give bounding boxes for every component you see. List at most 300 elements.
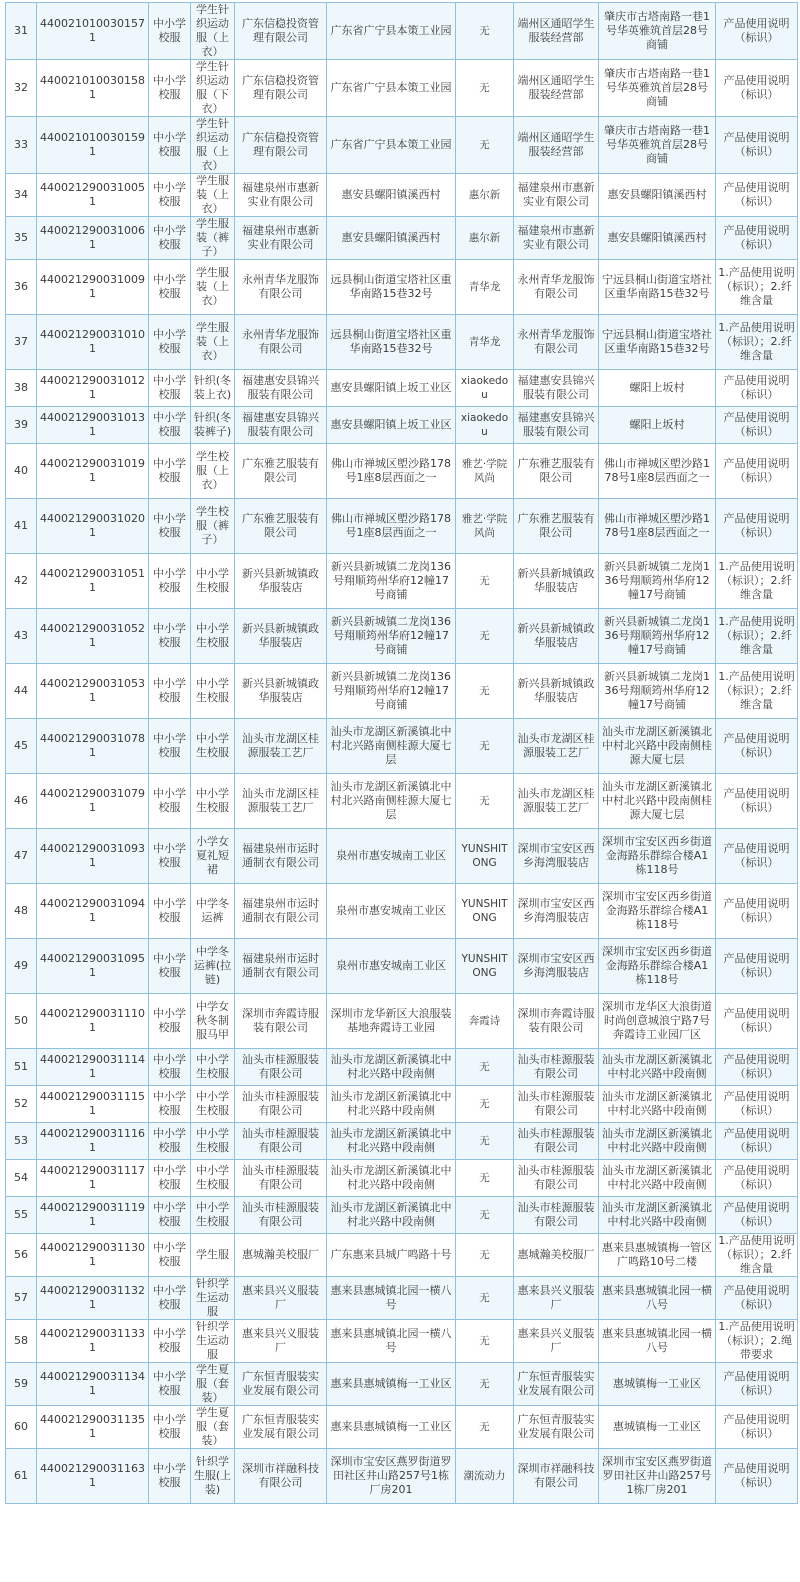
seller-address-cell: 佛山市禅城区塱沙路178号1座8层西面之一 <box>599 444 716 499</box>
sample-code-cell: 4400212900310941 <box>37 884 149 939</box>
seq-no-cell: 50 <box>6 994 37 1049</box>
trademark-cell: 无 <box>456 1160 514 1197</box>
sample-code-cell: 440021010030157 1 <box>37 3 149 60</box>
seq-no-cell: 38 <box>6 370 37 407</box>
product-category-cell: 中小学校服 <box>149 3 191 60</box>
table-row <box>6 1086 798 1123</box>
trademark-cell: 无 <box>456 554 514 609</box>
failed-item-cell: 产品使用说明（标识） <box>716 884 798 939</box>
product-name-cell: 学生针织运动服（上衣） <box>191 3 235 60</box>
failed-item-cell: 产品使用说明（标识） <box>716 3 798 60</box>
seller-cell: 汕头市桂源服装有限公司 <box>514 1123 599 1160</box>
seq-no-cell: 48 <box>6 884 37 939</box>
failed-item-cell: 产品使用说明（标识） <box>716 774 798 829</box>
sample-code-cell: 4400212900311151 <box>37 1086 149 1123</box>
manufacturer-cell: 福建泉州市运时通制衣有限公司 <box>235 884 327 939</box>
trademark-cell: YUNSHITONG <box>456 884 514 939</box>
product-name-cell: 学生服装（上衣） <box>191 174 235 217</box>
failed-item-cell: 1.产品使用说明（标识）；2.纤维含量 <box>716 260 798 315</box>
manufacturer-address-cell: 广东惠来县城广鸣路十号 <box>327 1234 456 1277</box>
seller-address-cell: 汕头市龙湖区新溪镇北中村北兴路中段南侧桂源大厦七层 <box>599 719 716 774</box>
manufacturer-cell: 汕头市龙湖区桂源服装工艺厂 <box>235 719 327 774</box>
product-name-cell: 小学女夏礼短裙 <box>191 829 235 884</box>
seller-cell: 福建泉州市惠新实业有限公司 <box>514 217 599 260</box>
seller-cell: 福建泉州市惠新实业有限公司 <box>514 174 599 217</box>
manufacturer-cell: 深圳市祥融科技有限公司 <box>235 1449 327 1504</box>
manufacturer-cell: 广东信稳投资管理有限公司 <box>235 117 327 174</box>
table-row <box>6 1123 798 1160</box>
table-row <box>6 407 798 444</box>
product-category-cell: 中小学校服 <box>149 939 191 994</box>
seller-address-cell: 深圳市宝安区燕罗街道罗田社区井山路257号1栋厂房201 <box>599 1449 716 1504</box>
seller-address-cell: 宁远县桐山街道宝塔社区重华南路15巷32号 <box>599 260 716 315</box>
product-name-cell: 针织学生服(上装) <box>191 1449 235 1504</box>
table-row <box>6 260 798 315</box>
manufacturer-cell: 惠城瀚美校服厂 <box>235 1234 327 1277</box>
seq-no-cell: 56 <box>6 1234 37 1277</box>
seller-address-cell: 汕头市龙湖区新溪镇北中村北兴路中段南侧 <box>599 1049 716 1086</box>
sample-code-cell: 4400212900311161 <box>37 1123 149 1160</box>
trademark-cell: YUNSHITONG <box>456 939 514 994</box>
product-name-cell: 中小学生校服 <box>191 774 235 829</box>
manufacturer-address-cell: 远县桐山街道宝塔社区重华南路15巷32号 <box>327 315 456 370</box>
product-name-cell: 学生夏服（套装） <box>191 1363 235 1406</box>
sample-code-cell: 4400212900311101 <box>37 994 149 1049</box>
product-name-cell: 学生服装（上衣） <box>191 315 235 370</box>
product-category-cell: 中小学校服 <box>149 1277 191 1320</box>
seller-cell: 汕头市桂源服装有限公司 <box>514 1160 599 1197</box>
seller-address-cell: 佛山市禅城区塱沙路178号1座8层西面之一 <box>599 499 716 554</box>
product-category-cell: 中小学校服 <box>149 260 191 315</box>
product-category-cell: 中小学校服 <box>149 315 191 370</box>
trademark-cell: 无 <box>456 774 514 829</box>
seller-cell: 汕头市桂源服装有限公司 <box>514 1197 599 1234</box>
manufacturer-cell: 福建泉州市运时通制衣有限公司 <box>235 829 327 884</box>
manufacturer-cell: 广东信稳投资管理有限公司 <box>235 3 327 60</box>
trademark-cell: 无 <box>456 609 514 664</box>
inspection-table <box>5 2 798 1504</box>
seller-cell: 深圳市奔霞诗服装有限公司 <box>514 994 599 1049</box>
manufacturer-address-cell: 惠安县螺阳镇溪西村 <box>327 217 456 260</box>
failed-item-cell: 1.产品使用说明（标识）；2.纤维含量 <box>716 1234 798 1277</box>
manufacturer-address-cell: 深圳市宝安区燕罗街道罗田社区井山路257号1栋厂房201 <box>327 1449 456 1504</box>
trademark-cell: xiaokedou <box>456 407 514 444</box>
seq-no-cell: 52 <box>6 1086 37 1123</box>
manufacturer-address-cell: 汕头市龙湖区新溪镇北中村北兴路南侧桂源大厦七层 <box>327 774 456 829</box>
sample-code-cell: 4400212900311331 <box>37 1320 149 1363</box>
sample-code-cell: 4400212900310531 <box>37 664 149 719</box>
seller-address-cell: 惠城镇梅一工业区 <box>599 1406 716 1449</box>
table-row <box>6 1049 798 1086</box>
seq-no-cell: 53 <box>6 1123 37 1160</box>
seq-no-cell: 32 <box>6 60 37 117</box>
sample-code-cell: 4400212900310951 <box>37 939 149 994</box>
trademark-cell: 青华龙 <box>456 315 514 370</box>
seller-address-cell: 汕头市龙湖区新溪镇北中村北兴路中段南侧桂源大厦七层 <box>599 774 716 829</box>
product-category-cell: 中小学校服 <box>149 1197 191 1234</box>
manufacturer-cell: 汕头市桂源服装有限公司 <box>235 1123 327 1160</box>
seller-cell: 深圳市宝安区西乡海湾服装店 <box>514 939 599 994</box>
seq-no-cell: 49 <box>6 939 37 994</box>
product-category-cell: 中小学校服 <box>149 1086 191 1123</box>
seller-cell: 深圳市宝安区西乡海湾服装店 <box>514 884 599 939</box>
manufacturer-cell: 新兴县新城镇政华服装店 <box>235 609 327 664</box>
failed-item-cell: 1.产品使用说明（标识）；2.绳带要求 <box>716 1320 798 1363</box>
seq-no-cell: 41 <box>6 499 37 554</box>
seller-address-cell: 惠来县惠城镇北园一横八号 <box>599 1320 716 1363</box>
product-category-cell: 中小学校服 <box>149 884 191 939</box>
failed-item-cell: 1.产品使用说明（标识）；2.纤维含量 <box>716 609 798 664</box>
manufacturer-cell: 永州青华龙服饰有限公司 <box>235 315 327 370</box>
seller-cell: 惠城瀚美校服厂 <box>514 1234 599 1277</box>
manufacturer-cell: 惠来县兴义服装厂 <box>235 1277 327 1320</box>
product-name-cell: 学生服 <box>191 1234 235 1277</box>
trademark-cell: 雅艺·学院风尚 <box>456 499 514 554</box>
failed-item-cell: 产品使用说明（标识） <box>716 370 798 407</box>
failed-item-cell: 产品使用说明（标识） <box>716 217 798 260</box>
product-category-cell: 中小学校服 <box>149 994 191 1049</box>
seller-address-cell: 肇庆市古塔南路一巷1号华英雅筑首层28号商铺 <box>599 117 716 174</box>
failed-item-cell: 产品使用说明（标识） <box>716 1123 798 1160</box>
manufacturer-cell: 广东雅艺服装有限公司 <box>235 499 327 554</box>
seller-cell: 广东雅艺服装有限公司 <box>514 444 599 499</box>
seller-address-cell: 惠安县螺阳镇溪西村 <box>599 174 716 217</box>
trademark-cell: 奔霞诗 <box>456 994 514 1049</box>
seller-address-cell: 深圳市宝安区西乡街道金海路乐群综合楼A1栋118号 <box>599 884 716 939</box>
trademark-cell: 无 <box>456 1277 514 1320</box>
table-row <box>6 60 798 117</box>
product-name-cell: 中小学生校服 <box>191 1123 235 1160</box>
seller-cell: 广东雅艺服装有限公司 <box>514 499 599 554</box>
manufacturer-address-cell: 泉州市惠安城南工业区 <box>327 939 456 994</box>
seq-no-cell: 47 <box>6 829 37 884</box>
failed-item-cell: 产品使用说明（标识） <box>716 1406 798 1449</box>
seller-address-cell: 汕头市龙湖区新溪镇北中村北兴路中段南侧 <box>599 1123 716 1160</box>
table-row <box>6 217 798 260</box>
seq-no-cell: 37 <box>6 315 37 370</box>
trademark-cell: 无 <box>456 1363 514 1406</box>
failed-item-cell: 产品使用说明（标识） <box>716 174 798 217</box>
seller-address-cell: 深圳市宝安区西乡街道金海路乐群综合楼A1栋118号 <box>599 829 716 884</box>
table-row <box>6 444 798 499</box>
seller-address-cell: 惠城镇梅一工业区 <box>599 1363 716 1406</box>
manufacturer-cell: 永州青华龙服饰有限公司 <box>235 260 327 315</box>
seq-no-cell: 44 <box>6 664 37 719</box>
manufacturer-cell: 福建泉州市惠新实业有限公司 <box>235 174 327 217</box>
trademark-cell: 无 <box>456 1234 514 1277</box>
sample-code-cell: 4400212900310091 <box>37 260 149 315</box>
product-category-cell: 中小学校服 <box>149 370 191 407</box>
seller-cell: 新兴县新城镇政华服装店 <box>514 609 599 664</box>
manufacturer-address-cell: 新兴县新城镇二龙岗136号翔顺筠州华府12幢17号商铺 <box>327 554 456 609</box>
product-category-cell: 中小学校服 <box>149 1320 191 1363</box>
sample-code-cell: 4400212900310931 <box>37 829 149 884</box>
failed-item-cell: 产品使用说明（标识） <box>716 939 798 994</box>
table-row <box>6 117 798 174</box>
seq-no-cell: 40 <box>6 444 37 499</box>
seller-address-cell: 螺阳上坂村 <box>599 370 716 407</box>
manufacturer-address-cell: 佛山市禅城区塱沙路178号1座8层西面之一 <box>327 499 456 554</box>
failed-item-cell: 1.产品使用说明（标识）；2.纤维含量 <box>716 315 798 370</box>
seller-address-cell: 宁远县桐山街道宝塔社区重华南路15巷32号 <box>599 315 716 370</box>
manufacturer-address-cell: 深圳市龙华新区大浪服装基地奔霞诗工业园 <box>327 994 456 1049</box>
seller-address-cell: 汕头市龙湖区新溪镇北中村北兴路中段南侧 <box>599 1160 716 1197</box>
seller-address-cell: 肇庆市古塔南路一巷1号华英雅筑首层28号商铺 <box>599 60 716 117</box>
sample-code-cell: 4400212900311141 <box>37 1049 149 1086</box>
manufacturer-address-cell: 泉州市惠安城南工业区 <box>327 829 456 884</box>
product-name-cell: 学生校服（裤子） <box>191 499 235 554</box>
manufacturer-address-cell: 惠安县螺阳镇上坂工业区 <box>327 370 456 407</box>
failed-item-cell: 产品使用说明（标识） <box>716 1449 798 1504</box>
seq-no-cell: 42 <box>6 554 37 609</box>
seller-cell: 深圳市宝安区西乡海湾服装店 <box>514 829 599 884</box>
trademark-cell: 青华龙 <box>456 260 514 315</box>
sample-code-cell: 4400212900311191 <box>37 1197 149 1234</box>
sample-code-cell: 4400212900310791 <box>37 774 149 829</box>
manufacturer-address-cell: 广东省广宁县本策工业园 <box>327 3 456 60</box>
seller-cell: 惠来县兴义服装厂 <box>514 1320 599 1363</box>
manufacturer-address-cell: 泉州市惠安城南工业区 <box>327 884 456 939</box>
manufacturer-cell: 汕头市桂源服装有限公司 <box>235 1197 327 1234</box>
table-row <box>6 774 798 829</box>
trademark-cell: 无 <box>456 664 514 719</box>
seller-cell: 广东恒青服装实业发展有限公司 <box>514 1363 599 1406</box>
manufacturer-address-cell: 汕头市龙湖区新溪镇北中村北兴路中段南侧 <box>327 1123 456 1160</box>
seq-no-cell: 36 <box>6 260 37 315</box>
sample-code-cell: 4400212900310131 <box>37 407 149 444</box>
manufacturer-address-cell: 汕头市龙湖区新溪镇北中村北兴路中段南侧 <box>327 1049 456 1086</box>
failed-item-cell: 产品使用说明（标识） <box>716 60 798 117</box>
product-category-cell: 中小学校服 <box>149 554 191 609</box>
manufacturer-address-cell: 广东省广宁县本策工业园 <box>327 117 456 174</box>
seller-cell: 汕头市桂源服装有限公司 <box>514 1049 599 1086</box>
product-name-cell: 学生校服（上衣） <box>191 444 235 499</box>
failed-item-cell: 产品使用说明（标识） <box>716 1086 798 1123</box>
table-row <box>6 939 798 994</box>
failed-item-cell: 产品使用说明（标识） <box>716 994 798 1049</box>
seller-address-cell: 新兴县新城镇二龙岗136号翔顺筠州华府12幢17号商铺 <box>599 609 716 664</box>
failed-item-cell: 1.产品使用说明（标识）；2.纤维含量 <box>716 664 798 719</box>
manufacturer-cell: 广东信稳投资管理有限公司 <box>235 60 327 117</box>
manufacturer-address-cell: 汕头市龙湖区新溪镇北中村北兴路中段南侧 <box>327 1160 456 1197</box>
product-name-cell: 中学冬运裤 <box>191 884 235 939</box>
manufacturer-cell: 汕头市桂源服装有限公司 <box>235 1086 327 1123</box>
trademark-cell: 无 <box>456 1406 514 1449</box>
seq-no-cell: 46 <box>6 774 37 829</box>
manufacturer-cell: 深圳市奔霞诗服装有限公司 <box>235 994 327 1049</box>
seq-no-cell: 33 <box>6 117 37 174</box>
seq-no-cell: 60 <box>6 1406 37 1449</box>
seller-address-cell: 惠来县惠城镇梅一管区广鸣路10号二楼 <box>599 1234 716 1277</box>
manufacturer-address-cell: 新兴县新城镇二龙岗136号翔顺筠州华府12幢17号商铺 <box>327 664 456 719</box>
table-row <box>6 994 798 1049</box>
sample-code-cell: 4400212900311301 <box>37 1234 149 1277</box>
trademark-cell: 无 <box>456 1197 514 1234</box>
seller-address-cell: 惠来县惠城镇北园一横八号 <box>599 1277 716 1320</box>
product-name-cell: 中小学生校服 <box>191 664 235 719</box>
trademark-cell: 雅艺·学院风尚 <box>456 444 514 499</box>
table-row <box>6 1277 798 1320</box>
manufacturer-cell: 汕头市桂源服装有限公司 <box>235 1049 327 1086</box>
product-category-cell: 中小学校服 <box>149 407 191 444</box>
seller-cell: 福建惠安县锦兴服装有限公司 <box>514 407 599 444</box>
seller-address-cell: 汕头市龙湖区新溪镇北中村北兴路中段南侧 <box>599 1086 716 1123</box>
sample-code-cell: 4400212900311341 <box>37 1363 149 1406</box>
product-name-cell: 中小学生校服 <box>191 1049 235 1086</box>
seller-cell: 新兴县新城镇政华服装店 <box>514 554 599 609</box>
seq-no-cell: 51 <box>6 1049 37 1086</box>
table-row <box>6 1234 798 1277</box>
product-category-cell: 中小学校服 <box>149 117 191 174</box>
table-row <box>6 1406 798 1449</box>
product-category-cell: 中小学校服 <box>149 1363 191 1406</box>
manufacturer-address-cell: 新兴县新城镇二龙岗136号翔顺筠州华府12幢17号商铺 <box>327 609 456 664</box>
trademark-cell: 无 <box>456 719 514 774</box>
manufacturer-cell: 新兴县新城镇政华服装店 <box>235 664 327 719</box>
product-name-cell: 针织学生运动服 <box>191 1320 235 1363</box>
product-name-cell: 学生针织运动服（上衣） <box>191 117 235 174</box>
sample-code-cell: 4400212900310521 <box>37 609 149 664</box>
product-name-cell: 中小学生校服 <box>191 609 235 664</box>
sample-code-cell: 4400212900310061 <box>37 217 149 260</box>
trademark-cell: 惠尔新 <box>456 174 514 217</box>
sample-code-cell: 4400212900310191 <box>37 444 149 499</box>
failed-item-cell: 产品使用说明（标识） <box>716 1363 798 1406</box>
seller-cell: 深圳市祥融科技有限公司 <box>514 1449 599 1504</box>
seller-cell: 新兴县新城镇政华服装店 <box>514 664 599 719</box>
manufacturer-cell: 汕头市龙湖区桂源服装工艺厂 <box>235 774 327 829</box>
sample-code-cell: 4400212900311171 <box>37 1160 149 1197</box>
seller-cell: 汕头市龙湖区桂源服装工艺厂 <box>514 774 599 829</box>
trademark-cell: 无 <box>456 1049 514 1086</box>
sample-code-cell: 4400212900310511 <box>37 554 149 609</box>
seller-cell: 福建惠安县锦兴服装有限公司 <box>514 370 599 407</box>
seller-cell: 汕头市龙湖区桂源服装工艺厂 <box>514 719 599 774</box>
manufacturer-address-cell: 惠来县惠城镇梅一工业区 <box>327 1406 456 1449</box>
product-name-cell: 中学女秋冬制服马甲 <box>191 994 235 1049</box>
product-category-cell: 中小学校服 <box>149 1449 191 1504</box>
failed-item-cell: 产品使用说明（标识） <box>716 117 798 174</box>
trademark-cell: 惠尔新 <box>456 217 514 260</box>
product-category-cell: 中小学校服 <box>149 1234 191 1277</box>
manufacturer-address-cell: 惠来县惠城镇北园一横八号 <box>327 1320 456 1363</box>
manufacturer-cell: 福建泉州市惠新实业有限公司 <box>235 217 327 260</box>
seller-address-cell: 惠安县螺阳镇溪西村 <box>599 217 716 260</box>
sample-code-cell: 4400212900311321 <box>37 1277 149 1320</box>
product-category-cell: 中小学校服 <box>149 774 191 829</box>
manufacturer-cell: 福建惠安县锦兴服装有限公司 <box>235 407 327 444</box>
table-row <box>6 554 798 609</box>
seq-no-cell: 54 <box>6 1160 37 1197</box>
manufacturer-cell: 广东恒青服装实业发展有限公司 <box>235 1363 327 1406</box>
trademark-cell: YUNSHITONG <box>456 829 514 884</box>
product-category-cell: 中小学校服 <box>149 444 191 499</box>
seller-address-cell: 深圳市龙华区大浪街道时尚创意城浪宁路7号奔霞诗工业园厂区 <box>599 994 716 1049</box>
product-category-cell: 中小学校服 <box>149 1123 191 1160</box>
product-name-cell: 针织(冬装上衣) <box>191 370 235 407</box>
table-row <box>6 1320 798 1363</box>
manufacturer-address-cell: 广东省广宁县本策工业园 <box>327 60 456 117</box>
product-category-cell: 中小学校服 <box>149 719 191 774</box>
manufacturer-address-cell: 惠来县惠城镇北园一横八号 <box>327 1277 456 1320</box>
failed-item-cell: 产品使用说明（标识） <box>716 1277 798 1320</box>
manufacturer-address-cell: 惠来县惠城镇梅一工业区 <box>327 1363 456 1406</box>
table-row <box>6 1363 798 1406</box>
table-row <box>6 1197 798 1234</box>
manufacturer-address-cell: 汕头市龙湖区新溪镇北中村北兴路中段南侧 <box>327 1197 456 1234</box>
failed-item-cell: 产品使用说明（标识） <box>716 1160 798 1197</box>
failed-item-cell: 产品使用说明（标识） <box>716 719 798 774</box>
seller-cell: 广东恒青服装实业发展有限公司 <box>514 1406 599 1449</box>
manufacturer-address-cell: 佛山市禅城区塱沙路178号1座8层西面之一 <box>327 444 456 499</box>
seller-cell: 汕头市桂源服装有限公司 <box>514 1086 599 1123</box>
seq-no-cell: 58 <box>6 1320 37 1363</box>
seq-no-cell: 35 <box>6 217 37 260</box>
seller-cell: 端州区通昭学生服装经营部 <box>514 3 599 60</box>
sample-code-cell: 4400210100301581 <box>37 60 149 117</box>
product-category-cell: 中小学校服 <box>149 499 191 554</box>
seq-no-cell: 43 <box>6 609 37 664</box>
table-row <box>6 315 798 370</box>
product-name-cell: 学生服装（上衣） <box>191 260 235 315</box>
product-name-cell: 中小学生校服 <box>191 1086 235 1123</box>
trademark-cell: 无 <box>456 1320 514 1363</box>
seller-address-cell: 新兴县新城镇二龙岗136号翔顺筠州华府12幢17号商铺 <box>599 664 716 719</box>
product-category-cell: 中小学校服 <box>149 1049 191 1086</box>
product-category-cell: 中小学校服 <box>149 217 191 260</box>
sample-code-cell: 4400212900310101 <box>37 315 149 370</box>
trademark-cell: xiaokedou <box>456 370 514 407</box>
sample-code-cell: 4400212900311631 <box>37 1449 149 1504</box>
seller-cell: 端州区通昭学生服装经营部 <box>514 60 599 117</box>
manufacturer-address-cell: 汕头市龙湖区新溪镇北中村北兴路南侧桂源大厦七层 <box>327 719 456 774</box>
seller-address-cell: 汕头市龙湖区新溪镇北中村北兴路中段南侧 <box>599 1197 716 1234</box>
product-category-cell: 中小学校服 <box>149 60 191 117</box>
product-category-cell: 中小学校服 <box>149 1160 191 1197</box>
trademark-cell: 无 <box>456 3 514 60</box>
sample-code-cell: 4400212900310051 <box>37 174 149 217</box>
product-name-cell: 针织(冬装裤子) <box>191 407 235 444</box>
seq-no-cell: 45 <box>6 719 37 774</box>
table-row <box>6 1160 798 1197</box>
table-row <box>6 1449 798 1504</box>
product-category-cell: 中小学校服 <box>149 829 191 884</box>
seq-no-cell: 39 <box>6 407 37 444</box>
product-category-cell: 中小学校服 <box>149 174 191 217</box>
seller-address-cell: 新兴县新城镇二龙岗136号翔顺筠州华府12幢17号商铺 <box>599 554 716 609</box>
failed-item-cell: 产品使用说明（标识） <box>716 499 798 554</box>
product-name-cell: 中小学生校服 <box>191 719 235 774</box>
seller-address-cell: 深圳市宝安区西乡街道金海路乐群综合楼A1栋118号 <box>599 939 716 994</box>
sample-code-cell: 4400212900311351 <box>37 1406 149 1449</box>
trademark-cell: 无 <box>456 117 514 174</box>
seq-no-cell: 61 <box>6 1449 37 1504</box>
failed-item-cell: 产品使用说明（标识） <box>716 829 798 884</box>
seq-no-cell: 59 <box>6 1363 37 1406</box>
manufacturer-cell: 福建泉州市运时通制衣有限公司 <box>235 939 327 994</box>
sample-code-cell: 4400210100301591 <box>37 117 149 174</box>
manufacturer-cell: 惠来县兴义服装厂 <box>235 1320 327 1363</box>
product-name-cell: 中小学生校服 <box>191 554 235 609</box>
product-name-cell: 中小学生校服 <box>191 1197 235 1234</box>
table-row <box>6 3 798 60</box>
seller-address-cell: 螺阳上坂村 <box>599 407 716 444</box>
trademark-cell: 无 <box>456 1086 514 1123</box>
manufacturer-cell: 汕头市桂源服装有限公司 <box>235 1160 327 1197</box>
failed-item-cell: 产品使用说明（标识） <box>716 444 798 499</box>
product-name-cell: 学生夏服（套装） <box>191 1406 235 1449</box>
table-row <box>6 609 798 664</box>
